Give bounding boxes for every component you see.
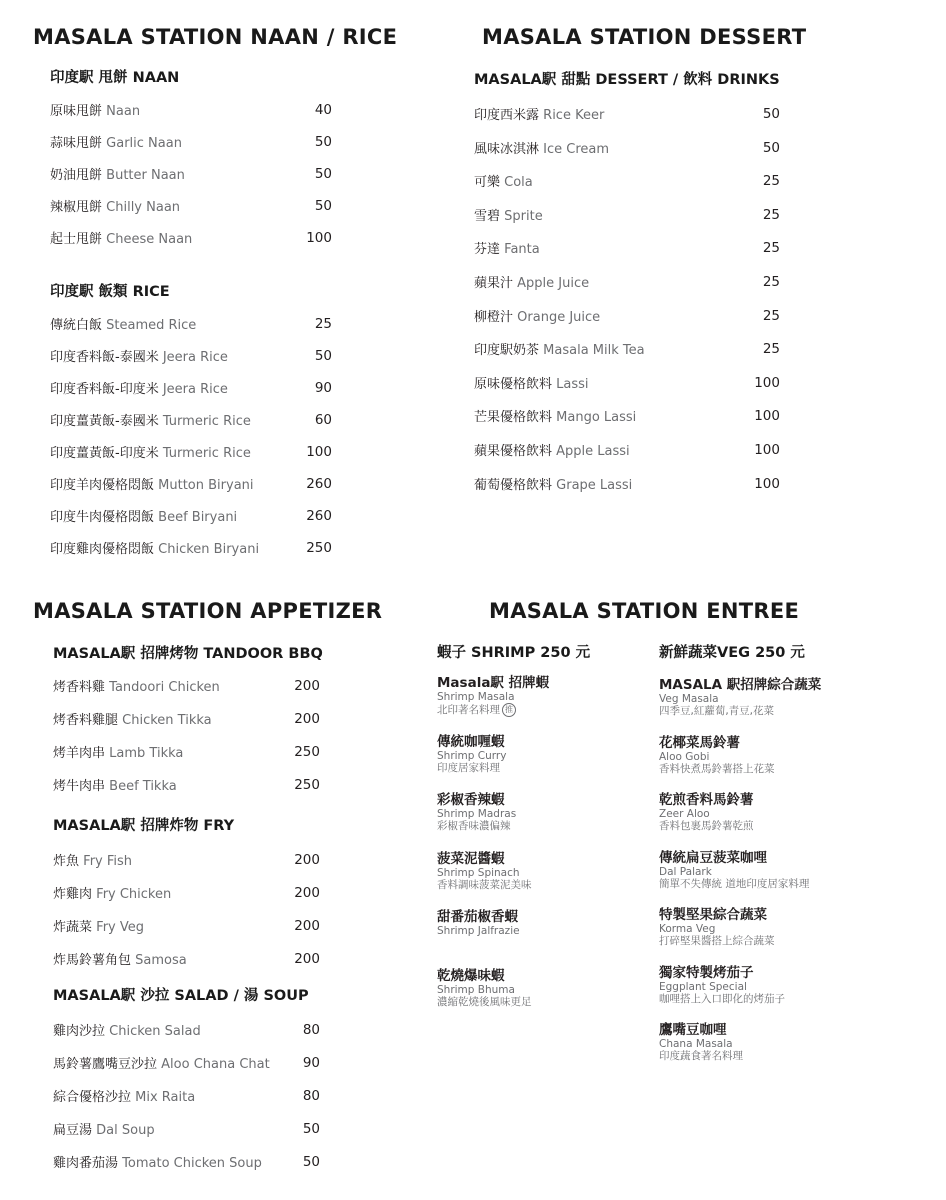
entree-desc-text: 北印著名料理 — [437, 704, 500, 716]
entree-name-en: Aloo Gobi — [659, 750, 710, 763]
fry-heading: MASALA駅 招牌炸物 FRY — [53, 818, 235, 834]
menu-item — [474, 104, 604, 123]
item-price: 250 — [294, 744, 320, 760]
entree-item — [659, 1022, 859, 1063]
item-name-en: Ice Cream — [543, 141, 610, 157]
item-name-zh: 雞肉沙拉 — [53, 1024, 106, 1039]
entree-name-en: Shrimp Bhuma — [437, 983, 515, 996]
item-price: 100 — [754, 374, 780, 391]
entree-name: MASALA 駅招牌綜合蔬菜 — [659, 677, 822, 693]
menu-item — [474, 406, 636, 425]
item-name-zh: 炸蔬菜 — [53, 920, 93, 935]
item-name-zh: 扁豆湯 — [53, 1123, 93, 1138]
menu-item — [53, 916, 144, 935]
entree-item — [659, 735, 859, 776]
item-name-zh: 烤羊肉串 — [53, 746, 106, 761]
item-name-zh: 印度香料飯-泰國米 — [50, 350, 159, 365]
item-price: 250 — [294, 777, 320, 793]
item-name-zh: 印度雞肉優格悶飯 — [50, 542, 155, 557]
entree-item — [659, 677, 859, 718]
menu-item — [474, 306, 600, 325]
item-name-zh: 芒果優格飲料 — [474, 410, 553, 426]
item-name-zh: 風味冰淇淋 — [474, 141, 540, 157]
entree-desc-text: 彩椒香味濃偏辣 — [437, 820, 511, 832]
entree-desc — [659, 705, 859, 718]
entree-name: 彩椒香辣蝦 — [437, 792, 505, 808]
entree-desc — [437, 996, 637, 1009]
item-name-zh: 奶油甩餅 — [50, 168, 103, 183]
item-price: 260 — [306, 476, 332, 492]
naan-rice-title: MASALA STATION NAAN / RICE — [33, 25, 398, 49]
rice-heading: 印度駅 飯類 RICE — [50, 284, 170, 300]
entree-name: 乾煎香料馬鈴薯 — [659, 792, 754, 808]
dessert-heading: MASALA駅 甜點 DESSERT / 飲料 DRINKS — [474, 72, 780, 88]
menu-item — [53, 883, 171, 902]
item-name-en: Masala Milk Tea — [543, 343, 645, 359]
item-name-en: Apple Juice — [517, 276, 590, 291]
menu-item — [50, 164, 185, 183]
item-name-zh: 起士甩餅 — [50, 232, 103, 247]
item-price: 25 — [762, 206, 780, 223]
item-name-zh: 印度羊肉優格悶飯 — [50, 478, 155, 493]
item-price: 90 — [314, 380, 332, 396]
naan-heading: 印度駅 甩餅 NAAN — [50, 70, 180, 86]
menu-item — [53, 1053, 270, 1072]
item-price: 100 — [754, 442, 780, 458]
item-price: 50 — [302, 1154, 320, 1170]
menu-item — [53, 1020, 201, 1039]
item-price: 50 — [314, 134, 332, 150]
menu-item — [53, 850, 132, 869]
entree-desc — [659, 935, 859, 948]
entree-item — [437, 968, 637, 1009]
item-name-en: Cola — [504, 175, 533, 191]
menu-item — [53, 1152, 262, 1171]
item-name-zh: 印度牛肉優格悶飯 — [50, 510, 155, 525]
item-name-en: Fanta — [504, 242, 540, 258]
menu-item — [474, 474, 632, 493]
item-price: 100 — [754, 408, 780, 425]
tandoor-heading: MASALA駅 招牌烤物 TANDOOR BBQ — [53, 646, 323, 662]
item-name-en: Samosa — [135, 953, 187, 968]
item-name-zh: 炸雞肉 — [53, 887, 93, 902]
item-name-en: Rice Keer — [543, 108, 605, 123]
menu-item — [474, 272, 589, 291]
item-name-en: Tomato Chicken Soup — [122, 1156, 262, 1171]
item-price: 200 — [294, 918, 320, 934]
entree-name: 傳統咖喱蝦 — [437, 733, 505, 750]
entree-item — [437, 909, 637, 937]
entree-name-en: Veg Masala — [659, 693, 719, 705]
menu-item — [50, 314, 196, 333]
item-name-en: Butter Naan — [106, 168, 185, 183]
item-name-en: Mix Raita — [135, 1090, 196, 1105]
item-name-en: Chicken Biryani — [158, 542, 260, 557]
menu-item — [50, 196, 180, 215]
menu-item — [53, 742, 183, 761]
menu-item — [50, 228, 192, 247]
entree-desc — [437, 820, 637, 833]
menu-item — [474, 373, 589, 392]
item-name-zh: 雪碧 — [474, 208, 501, 224]
menu-item — [50, 474, 254, 493]
entree-name: 花椰菜馬鈴薯 — [659, 734, 740, 751]
appetizer-title: MASALA STATION APPETIZER — [33, 599, 383, 623]
item-name-en: Fry Veg — [96, 920, 144, 935]
item-name-en: Chilly Naan — [106, 200, 181, 215]
entree-item — [437, 734, 637, 775]
entree-item — [659, 907, 859, 948]
entree-item — [659, 792, 859, 833]
item-name-zh: 烤牛肉串 — [53, 779, 106, 794]
entree-name-en: Zeer Aloo — [659, 808, 710, 820]
menu-item — [53, 949, 187, 968]
item-name-en: Fry Fish — [83, 854, 133, 869]
item-name-en: Orange Juice — [517, 309, 601, 325]
item-name-en: Grape Lassi — [556, 477, 633, 493]
menu-item — [50, 506, 237, 525]
entree-desc-text: 打碎堅果醬搭上綜合蔬菜 — [659, 935, 775, 947]
entree-name-en: Eggplant Special — [659, 980, 747, 993]
item-price: 90 — [302, 1055, 320, 1071]
item-price: 200 — [294, 678, 320, 694]
menu-item — [50, 346, 228, 365]
item-price: 260 — [306, 508, 332, 524]
entree-desc — [437, 762, 637, 775]
item-price: 50 — [314, 348, 332, 364]
salad-heading: MASALA駅 沙拉 SALAD / 湯 SOUP — [53, 988, 309, 1004]
item-price: 25 — [762, 341, 780, 358]
item-price: 200 — [294, 885, 320, 901]
item-name-en: Mutton Biryani — [158, 478, 254, 493]
item-price: 50 — [302, 1121, 320, 1137]
item-name-en: Cheese Naan — [106, 232, 193, 247]
entree-item — [659, 850, 859, 891]
entree-name: 鷹嘴豆咖哩 — [659, 1022, 727, 1038]
menu-item — [50, 538, 259, 557]
item-price: 25 — [762, 274, 780, 290]
entree-name-en: Shrimp Jalfrazie — [437, 925, 520, 937]
entree-desc-text: 香料快煮馬鈴薯搭上花菜 — [659, 762, 775, 775]
item-name-en: Chicken Tikka — [122, 713, 212, 728]
item-name-en: Steamed Rice — [106, 318, 197, 333]
entree-desc — [437, 703, 637, 717]
entree-name-en: Shrimp Spinach — [437, 866, 520, 879]
entree-desc — [659, 1050, 859, 1063]
item-name-en: Jeera Rice — [162, 350, 228, 365]
item-name-en: Apple Lassi — [556, 444, 630, 459]
entree-name: 乾燒爆味蝦 — [437, 967, 505, 984]
entree-desc-text: 四季豆,紅蘿蔔,青豆,花菜 — [659, 705, 775, 717]
item-price: 200 — [294, 852, 320, 868]
item-name-zh: 印度駅奶茶 — [474, 343, 540, 359]
entree-desc-text: 香料調味菠菜泥美味 — [437, 878, 532, 891]
entree-item — [659, 965, 859, 1006]
item-name-en: Garlic Naan — [106, 136, 182, 151]
entree-item — [437, 675, 637, 717]
entree-name: 菠菜泥醬蝦 — [437, 850, 505, 867]
item-name-en: Chicken Salad — [109, 1024, 201, 1039]
entree-desc — [659, 820, 859, 833]
entree-desc-text: 印度蔬食著名料理 — [659, 1050, 743, 1062]
item-price: 100 — [754, 475, 780, 492]
menu-item — [474, 205, 543, 224]
item-price: 50 — [762, 139, 780, 156]
item-price: 25 — [762, 240, 780, 257]
entree-name: 特製堅果綜合蔬菜 — [659, 907, 767, 923]
item-name-en: Beef Tikka — [109, 779, 177, 794]
item-name-zh: 綜合優格沙拉 — [53, 1090, 132, 1105]
item-price: 60 — [314, 412, 332, 428]
item-name-en: Dal Soup — [96, 1123, 155, 1138]
item-name-zh: 馬鈴薯鷹嘴豆沙拉 — [53, 1057, 158, 1072]
item-name-en: Fry Chicken — [96, 887, 172, 902]
item-name-zh: 烤香料雞 — [53, 680, 106, 695]
entree-desc — [659, 878, 859, 891]
item-name-en: Turmeric Rice — [162, 414, 251, 429]
item-price: 80 — [302, 1088, 320, 1104]
menu-item — [50, 100, 140, 119]
entree-name: 甜番茄椒香蝦 — [437, 909, 518, 925]
item-name-zh: 芬達 — [474, 242, 501, 258]
item-price: 25 — [762, 173, 780, 190]
entree-desc-text: 濃縮乾燒後風味更足 — [437, 995, 532, 1008]
item-name-zh: 原味甩餅 — [50, 104, 103, 119]
item-price: 200 — [294, 711, 320, 727]
menu-item — [474, 339, 645, 358]
item-price: 200 — [294, 951, 320, 967]
item-name-zh: 葡萄優格飲料 — [474, 477, 553, 493]
entree-item — [437, 792, 637, 833]
item-name-zh: 印度薑黃飯-泰國米 — [50, 414, 159, 429]
veg-heading: 新鮮蔬菜VEG 250 元 — [659, 645, 805, 661]
entree-name-en: Chana Masala — [659, 1038, 733, 1050]
entree-name-en: Shrimp Curry — [437, 749, 507, 762]
menu-item — [50, 378, 228, 397]
item-price: 25 — [314, 316, 332, 332]
entree-desc-text: 印度居家料理 — [437, 761, 500, 774]
item-name-zh: 可樂 — [474, 175, 501, 191]
item-price: 100 — [306, 444, 332, 460]
item-price: 40 — [314, 102, 332, 118]
entree-desc — [437, 879, 637, 892]
entree-item — [437, 851, 637, 892]
menu-item — [53, 1119, 155, 1138]
item-name-zh: 烤香料雞腿 — [53, 713, 119, 728]
entree-name-en: Shrimp Masala — [437, 691, 515, 703]
item-name-zh: 印度香料飯-印度米 — [50, 382, 159, 397]
item-price: 50 — [762, 106, 780, 122]
item-name-en: Jeera Rice — [162, 382, 228, 397]
item-name-en: Naan — [106, 104, 141, 119]
item-price: 50 — [314, 166, 332, 182]
menu-item — [474, 440, 630, 459]
item-name-zh: 炸魚 — [53, 854, 80, 869]
item-name-zh: 炸馬鈴薯角包 — [53, 953, 132, 968]
item-name-zh: 柳橙汁 — [474, 309, 514, 325]
entree-name-en: Dal Palark — [659, 865, 712, 878]
item-name-zh: 蘋果汁 — [474, 276, 514, 291]
item-name-en: Sprite — [504, 208, 543, 224]
item-price: 50 — [314, 198, 332, 214]
entree-desc — [659, 993, 859, 1006]
item-name-en: Tandoori Chicken — [109, 680, 220, 695]
menu-item — [53, 775, 177, 794]
item-name-en: Aloo Chana Chat — [161, 1057, 270, 1072]
item-price: 250 — [306, 540, 332, 556]
item-name-zh: 傳統白飯 — [50, 318, 103, 333]
entree-name: 獨家特製烤茄子 — [659, 964, 754, 981]
menu-item — [474, 171, 533, 190]
entree-name-en: Shrimp Madras — [437, 808, 517, 820]
item-name-zh: 印度薑黃飯-印度米 — [50, 446, 159, 461]
shrimp-heading: 蝦子 SHRIMP 250 元 — [437, 645, 591, 661]
item-name-zh: 印度西米露 — [474, 108, 540, 123]
menu-item — [474, 138, 609, 157]
entree-desc-text: 咖哩搭上入口即化的烤茄子 — [659, 992, 785, 1005]
item-name-en: Lamb Tikka — [109, 746, 184, 761]
item-name-zh: 原味優格飲料 — [474, 376, 553, 392]
menu-item — [53, 676, 220, 695]
entree-desc — [659, 763, 859, 776]
entree-name: 傳統扁豆菠菜咖哩 — [659, 849, 767, 866]
item-price: 80 — [302, 1022, 320, 1038]
menu-item — [474, 238, 540, 257]
item-name-zh: 蒜味甩餅 — [50, 136, 103, 151]
item-name-en: Beef Biryani — [158, 510, 238, 525]
menu-item — [50, 132, 182, 151]
item-price: 100 — [306, 230, 332, 246]
menu-item — [50, 410, 251, 429]
dessert-title: MASALA STATION DESSERT — [482, 25, 807, 49]
item-name-zh: 辣椒甩餅 — [50, 200, 103, 215]
recommend-badge: 推 — [502, 703, 516, 717]
entree-desc-text: 簡單不失傳統 道地印度居家料理 — [659, 877, 810, 890]
item-name-en: Turmeric Rice — [162, 446, 251, 461]
entree-name-en: Korma Veg — [659, 923, 716, 935]
item-price: 25 — [762, 307, 780, 324]
entree-name: Masala駅 招牌蝦 — [437, 675, 550, 691]
menu-item — [50, 442, 251, 461]
menu-item — [53, 709, 212, 728]
entree-desc-text: 香料包裹馬鈴薯乾煎 — [659, 820, 754, 832]
item-name-zh: 雞肉番茄湯 — [53, 1156, 119, 1171]
item-name-en: Mango Lassi — [556, 410, 637, 426]
entree-title: MASALA STATION ENTREE — [489, 599, 800, 623]
item-name-zh: 蘋果優格飲料 — [474, 444, 553, 459]
menu-item — [53, 1086, 195, 1105]
item-name-en: Lassi — [556, 376, 589, 392]
